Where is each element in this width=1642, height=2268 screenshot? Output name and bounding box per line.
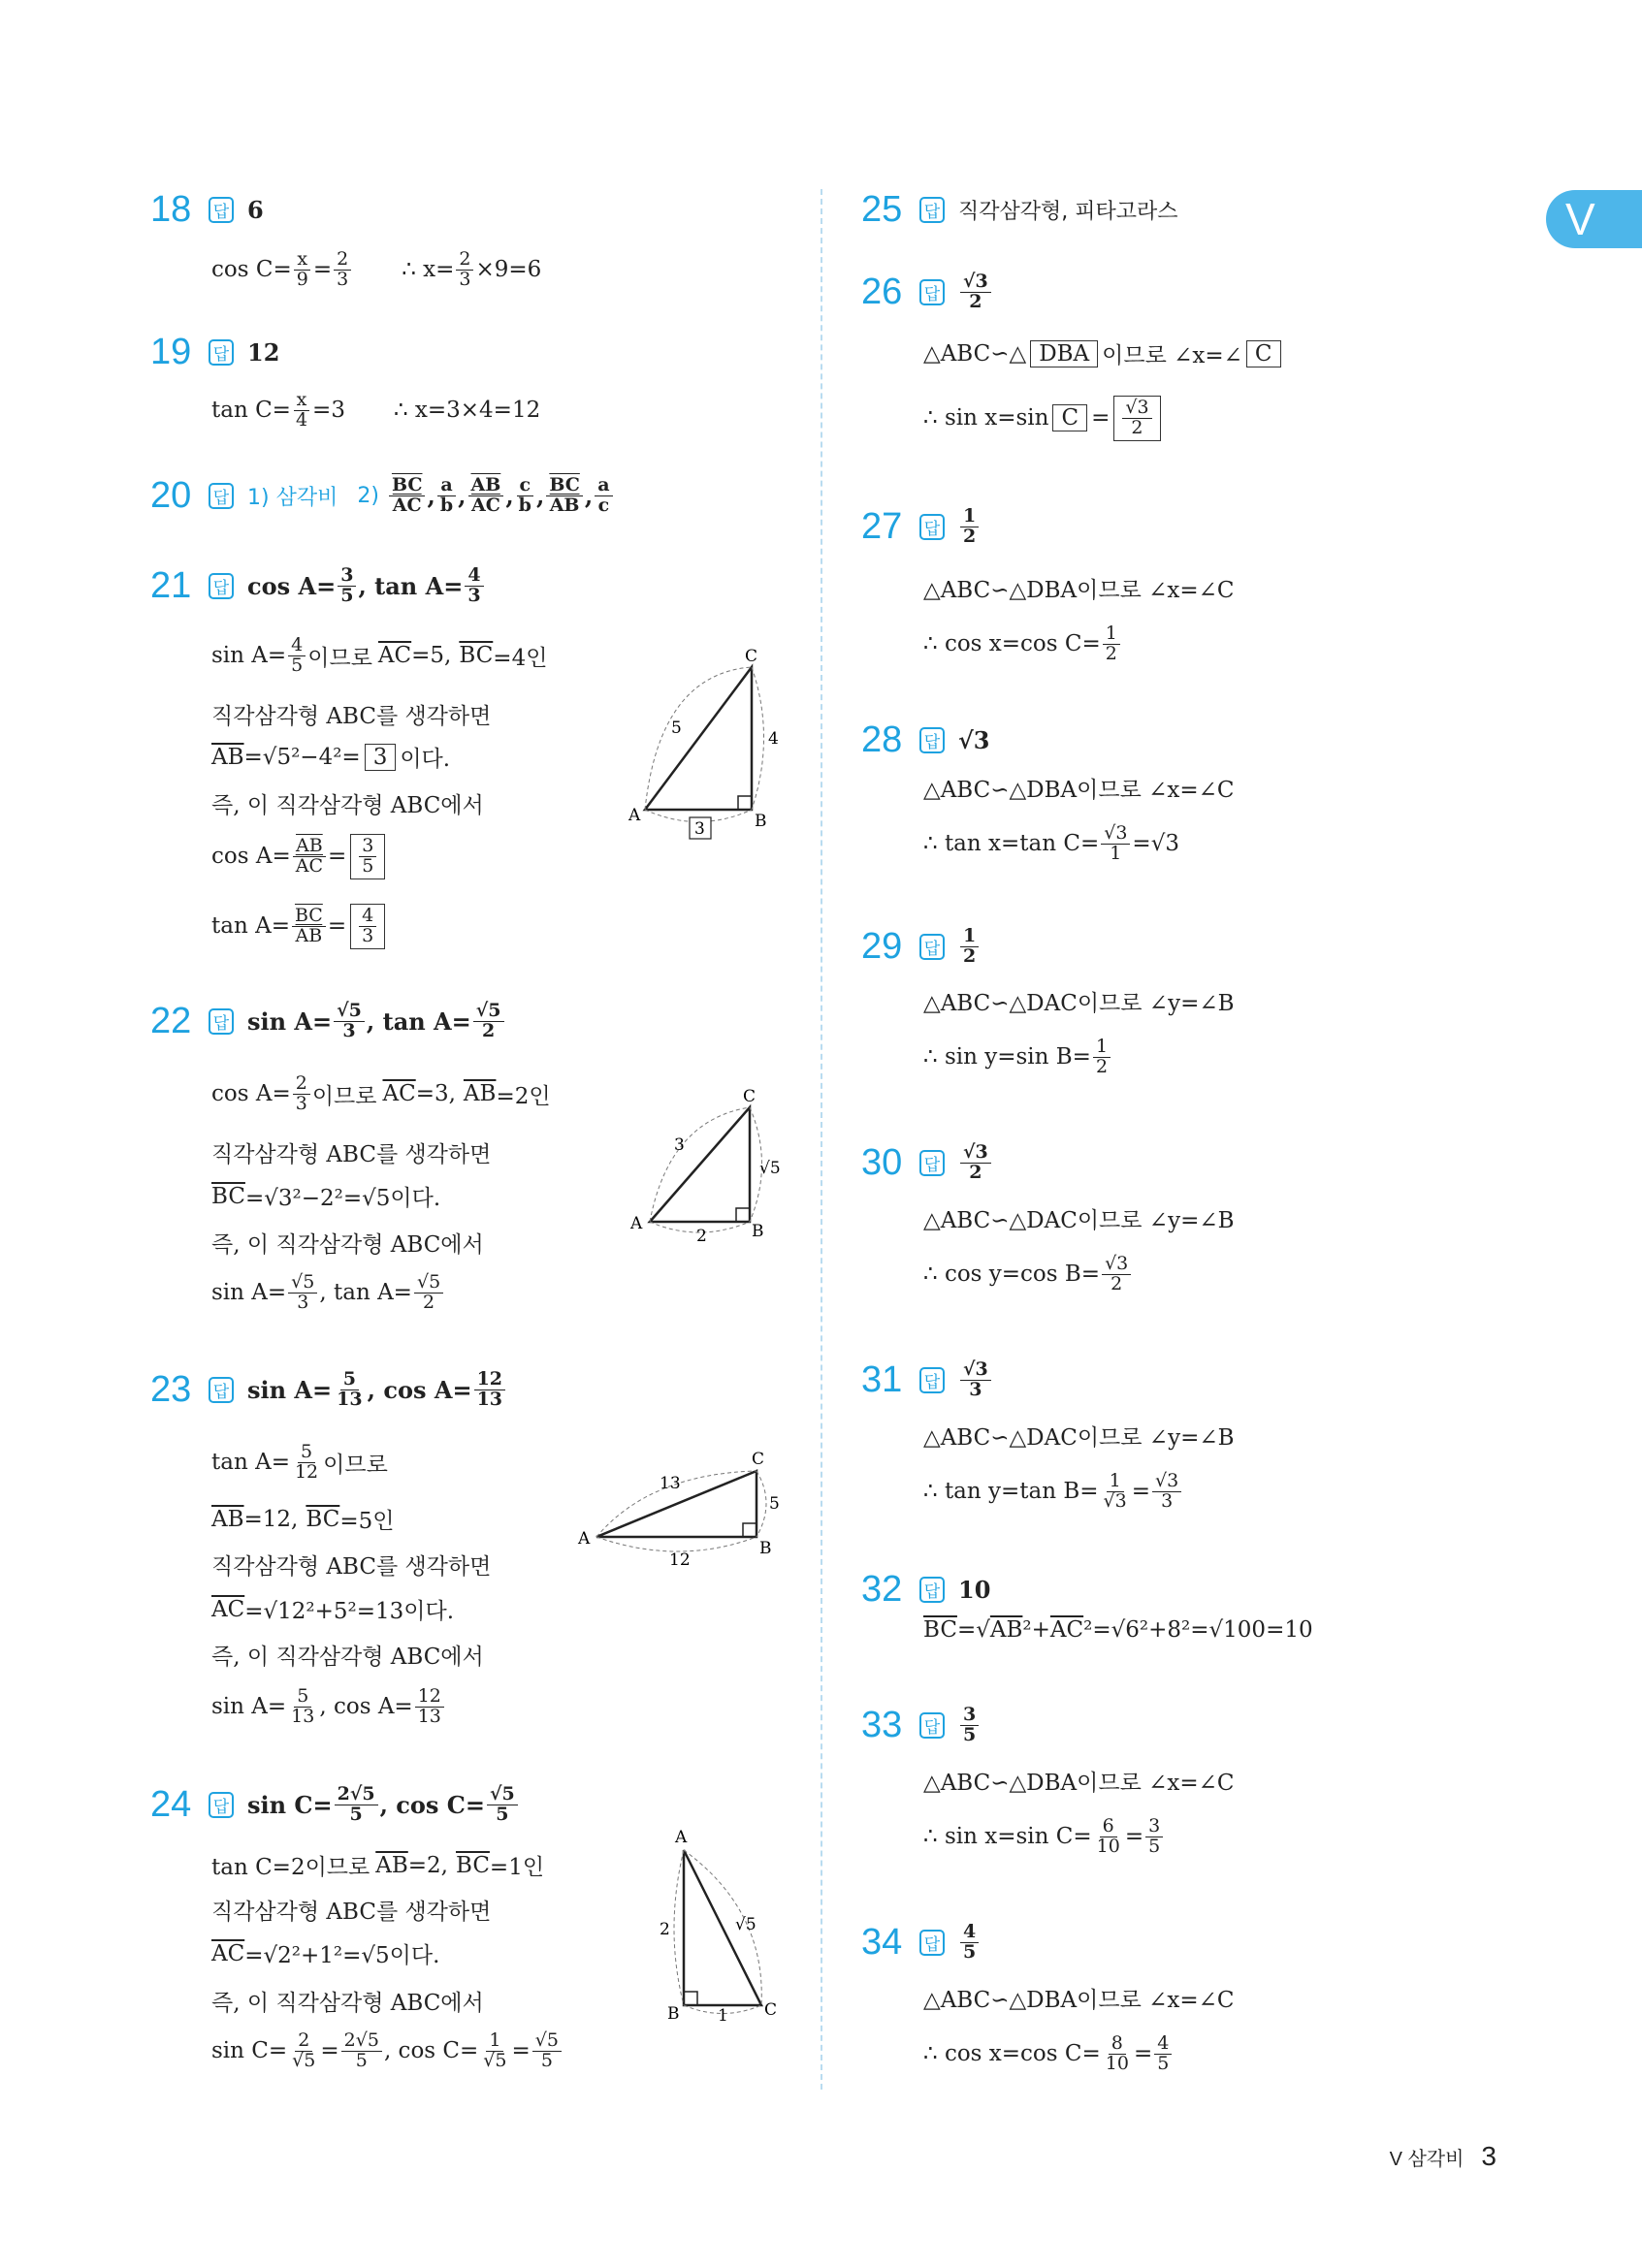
solution-line: ∴ tan y=tan B= $\frac{1}{√3}$ = $\frac{√3}{3}$ [923,1472,1183,1512]
answer-badge: 답 [209,1377,234,1403]
page-footer [1390,2141,1497,2172]
column-divider [821,189,822,2090]
svg-text:√5: √5 [735,1915,757,1934]
solution-line: tan C= $\frac{x}{4}$ =3 ∴ x=3×4=12 [211,389,541,431]
answer-badge: 답 [919,1930,945,1956]
solution-line: ∴ cos x=cos C= $\frac{8}{10}$ = $\frac{4}{5}$ [923,2034,1174,2074]
answer-badge: 답 [209,483,234,509]
problem-18 [150,189,264,231]
solution-line: ∴ sin y=sin B= $\frac{1}{2}$ [923,1038,1112,1077]
solution-line: 직각삼각형 ABC를 생각하면 [211,1554,492,1580]
solution-line: $\overline{BC}$ =√3²−2²=√5이다. [211,1183,441,1211]
problem-number: 27 [861,506,903,547]
solution-line: △ABC∽△DBA이므로 ∠x=∠C [923,578,1235,603]
svg-text:B: B [759,1539,772,1558]
svg-text:B: B [755,812,767,831]
answer-badge: 답 [919,279,945,305]
problem-22: 22 답 sin A= $\frac{√5}{3}$ , tan A= $\frac{√5}{2}$ [150,1001,506,1042]
solution-line: tan C=2이므로 $\overline{AB}$ =2, $\overline{BC}$ =1인 [211,1852,545,1880]
solution-line: $\overline{AC}$ =√12²+5²=13이다. [211,1596,455,1624]
svg-text:2: 2 [660,1920,670,1939]
svg-text:√5: √5 [759,1159,781,1178]
problem-24: 24 답 sin C= $\frac{2√5}{5}$ , cos C= $\frac{√5}{5}$ [150,1784,520,1826]
problem-28 [861,719,989,761]
solution-line: tan A= $\frac{5}{12}$ 이므로 [211,1441,388,1483]
solution-line: △ABC∽△DAC이므로 ∠y=∠B [923,1208,1235,1233]
answer: 10 [958,1576,991,1604]
problem-number: 31 [861,1359,903,1400]
answer-badge: 답 [919,1367,945,1393]
problem-27: 27 답 $\frac{1}{2}$ [861,506,981,548]
problem-number: 22 [150,1001,192,1041]
problem-20: 20 답 1) 삼각비 2) $\frac{\overline{BC}}{AC}$ , $\frac{a}{b}$ , $\frac{\overline{AB}}{AC}$ , $\frac{c}{b}$ , $\frac{\overline{BC}}{AB}$ , $\frac{a}{c}$ [150,475,615,517]
svg-text:4: 4 [768,729,779,749]
svg-text:A: A [675,1828,688,1847]
svg-text:A: A [630,1214,643,1233]
svg-text:C: C [745,647,758,666]
solution-line: sin C= $\frac{2}{√5}$ = $\frac{2√5}{5}$ , cos C= $\frac{1}{√5}$ = $\frac{√5}{5}$ [211,2031,563,2071]
problem-31: 31 답 $\frac{√3}{3}$ [861,1359,993,1401]
solution-line: ∴ sin x=sin C= $\frac{6}{10}$ = $\frac{3}{5}$ [923,1817,1165,1857]
problem-number: 26 [861,272,903,312]
solution-line: △ABC∽△DBA이므로 ∠x=∠C [923,778,1235,803]
answer-badge: 답 [209,339,234,366]
problem-number: 19 [150,332,192,372]
solution-line: ∴ cos x=cos C= $\frac{1}{2}$ [923,624,1122,664]
problem-number: 32 [861,1569,903,1610]
svg-text:5: 5 [671,719,682,738]
problem-number: 33 [861,1705,903,1745]
problem-number: 34 [861,1922,903,1963]
problem-number: 23 [150,1369,192,1410]
problem-33: 33 답 $\frac{3}{5}$ [861,1705,981,1746]
svg-text:B: B [667,2004,680,2022]
problem-number: 20 [150,475,192,516]
footer-chapter: V 삼각비 [1389,2149,1465,2170]
svg-text:2: 2 [696,1227,707,1246]
solution-line: △ABC∽△ DBA 이므로 ∠x=∠ C [923,337,1285,369]
svg-text:5: 5 [769,1494,780,1514]
solution-line: $\overline{AB}$ =12, $\overline{BC}$ =5인 [211,1506,395,1534]
svg-text:C: C [743,1087,757,1106]
svg-text:3: 3 [674,1135,685,1155]
solution-line: $\overline{AB}$ =√5²−4²= 3 이다. [211,744,451,772]
problem-29: 29 답 $\frac{1}{2}$ [861,926,981,968]
solution-line: ∴ tan x=tan C= $\frac{√3}{1}$ =√3 [923,822,1179,864]
solution-line: 직각삼각형 ABC를 생각하면 [211,704,492,729]
svg-text:C: C [752,1450,765,1469]
solution-line: tan A= $\frac{\overline{BC}}{AB}$ = $\frac{4}{3}$ [211,904,389,949]
problem-34: 34 답 $\frac{4}{5}$ [861,1922,981,1964]
triangle-figure-24 [650,1823,795,2022]
svg-text:13: 13 [660,1474,681,1493]
solution-line: cos A= $\frac{2}{3}$ 이므로 $\overline{AC}$ =3, $\overline{AB}$ =2인 [211,1072,551,1114]
solution-line: $\overline{AC}$ =√2²+1²=√5이다. [211,1940,440,1968]
solution-line: △ABC∽△DAC이므로 ∠y=∠B [923,991,1235,1016]
svg-text:12: 12 [669,1550,691,1570]
answer-badge: 답 [209,197,234,223]
answer: 12 [247,338,280,367]
problem-26: 26 답 $\frac{√3}{2}$ [861,272,993,313]
solution-line: sin A= $\frac{4}{5}$ 이므로 $\overline{AC}$ =5, $\overline{BC}$ =4인 [211,634,548,676]
problem-number: 21 [150,565,192,606]
page-number: 3 [1481,2141,1497,2171]
problem-number: 30 [861,1142,903,1183]
svg-text:3: 3 [694,819,705,839]
solution-line: △ABC∽△DAC이므로 ∠y=∠B [923,1425,1235,1451]
answer-badge: 답 [919,1577,945,1603]
svg-text:1: 1 [718,2006,728,2022]
answer-badge: 답 [209,1008,234,1035]
solution-line: △ABC∽△DBA이므로 ∠x=∠C [923,1771,1235,1796]
svg-text:C: C [764,2000,778,2020]
solution-line: 직각삼각형 ABC를 생각하면 [211,1142,492,1167]
triangle-figure-23 [572,1445,795,1571]
solution-line: 직각삼각형 ABC를 생각하면 [211,1900,492,1925]
solution-line: △ABC∽△DBA이므로 ∠x=∠C [923,1988,1235,2013]
problem-number: 25 [861,189,903,230]
solution-line: cos A= $\frac{\overline{AB}}{AC}$ = $\frac{3}{5}$ [211,834,389,879]
solution-line: 즉, 이 직각삼각형 ABC에서 [211,793,484,818]
problem-21: 21 답 cos A= $\frac{3}{5}$ , tan A= $\frac{4}{3}$ [150,565,486,607]
solution-line: ∴ sin x=sin C = $\frac{√3}{2}$ [923,396,1165,441]
problem-23: 23 답 sin A= $\frac{5}{13}$ , cos A= $\frac{12}{13}$ [150,1369,507,1411]
triangle-figure-22 [621,1076,795,1251]
problem-25 [861,189,1178,231]
answer: 직각삼각형, 피타고라스 [958,200,1178,224]
solution-line: sin A= $\frac{5}{13}$ , cos A= $\frac{12}{13}$ [211,1687,446,1727]
answer: 6 [247,196,264,224]
answer-badge: 답 [919,934,945,960]
problem-30: 30 답 $\frac{√3}{2}$ [861,1142,993,1184]
problem-32 [861,1569,990,1611]
solution-line: ∴ cos y=cos B= $\frac{√3}{2}$ [923,1255,1133,1294]
solution-line: $\overline{BC}$ =√ AB ²+ $\overline{AC}$ ²=√6²+8²=√100=10 [923,1617,1313,1643]
problem-number: 18 [150,189,192,230]
solution-line: 즉, 이 직각삼각형 ABC에서 [211,1645,484,1670]
svg-text:A: A [578,1529,591,1549]
chapter-tab: V [1546,190,1642,248]
solution-line: cos C= $\frac{x}{9}$ = $\frac{2}{3}$ ∴ x= $\frac{2}{3}$ ×9=6 [211,248,542,290]
problem-number: 29 [861,926,903,967]
answer-badge: 답 [919,1150,945,1176]
solution-line: 즉, 이 직각삼각형 ABC에서 [211,1991,484,2016]
answer-badge: 답 [919,1712,945,1739]
svg-text:B: B [752,1222,764,1241]
answer-badge: 답 [919,514,945,540]
answer: √3 [958,726,990,754]
answer-badge: 답 [919,197,945,223]
problem-number: 28 [861,719,903,760]
solution-line: 즉, 이 직각삼각형 ABC에서 [211,1232,484,1258]
svg-text:A: A [628,806,641,825]
answer-badge: 답 [209,573,234,599]
solution-line: sin A= $\frac{√5}{3}$ , tan A= $\frac{√5}{2}$ [211,1273,445,1313]
answer-badge: 답 [209,1792,234,1818]
problem-number: 24 [150,1784,192,1825]
triangle-figure-21 [621,640,795,848]
answer-badge: 답 [919,727,945,753]
problem-19 [150,332,279,373]
